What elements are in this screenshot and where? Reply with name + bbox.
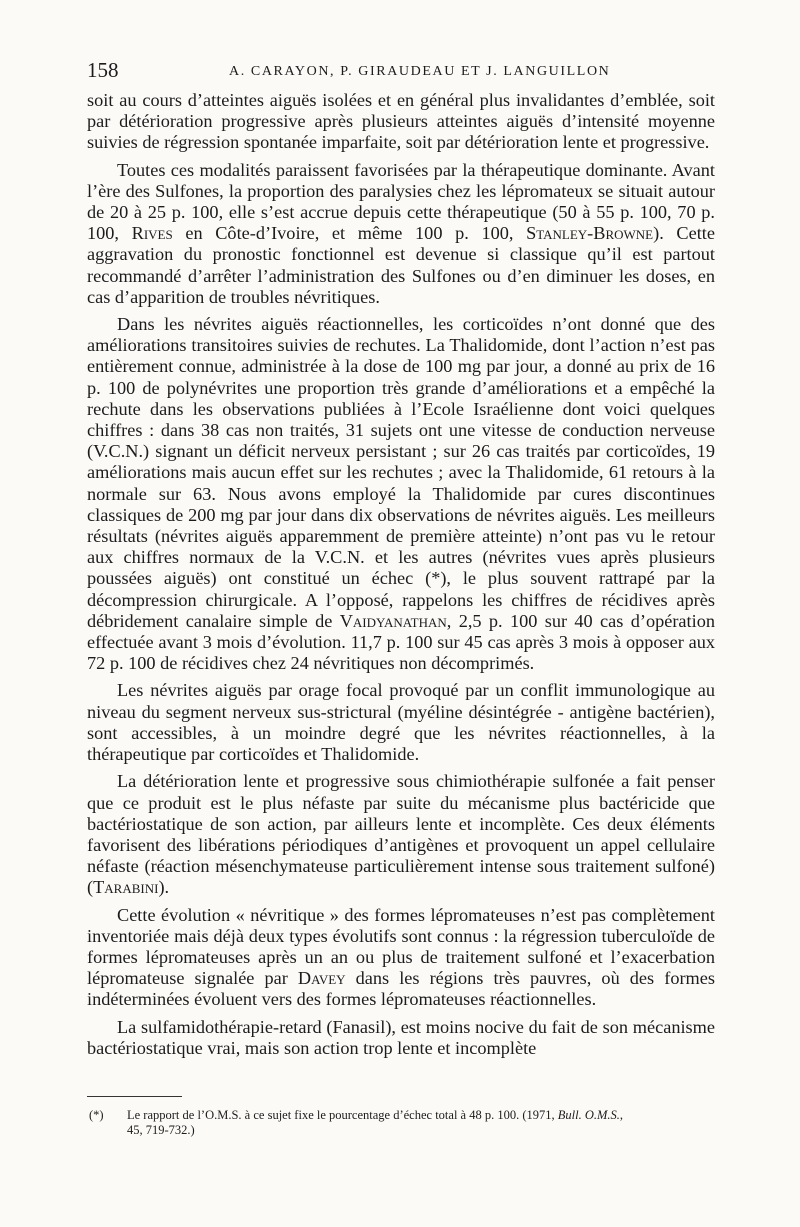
page-number: 158 — [87, 58, 119, 82]
page-header — [87, 52, 715, 82]
author-davey: Davey — [297, 968, 346, 989]
footnote-reference: 45, 719-732.) — [127, 1123, 195, 1137]
footnote: (*) Le rapport de l’O.M.S. à ce sujet fixe le pourcentage d’échec total à 48 p. 100. (1971, Bull. O.M.S., 45, 719-732.) — [87, 1108, 715, 1138]
body-text — [87, 90, 715, 1059]
paragraph-7: La sulfamidothérapie-retard (Fanasil), est moins nocive du fait de son mécanisme bactériostatique vrai, mais son action trop lente et incomplète — [87, 1016, 715, 1058]
paragraph-3: Dans les névrites aiguës réactionnelles, les corticoïdes n’ont donné que des améliorations transitoires suivies de rechutes. La Thalidomide, dont l’action n’est pas entièrement connue, administrée à la dose de 100 mg par jour, a donné au prix de 16 p. 100 de polynévrites une proportion très grande d’améliorations et a empêché la rechute dans les observations publiées à l’Ecole Israélienne dont voici quelques chiffres : dans 38 cas non traités, 31 sujets ont une vitesse de conduction nerveuse (V.C.N.) signant un déficit nerveux persistant ; sur 26 cas traités par corticoïdes, 19 améliorations mais aucun effet sur les rechutes ; avec la Thalidomide, 61 retours à la normale sur 63. Nous avons employé la Thalidomide par cures discontinues classiques de 200 mg par jour dans dix observations de névrites aiguës. Les meilleurs résultats (névrites aiguës apparemment de première atteinte) n’ont pas vu le retour aux chiffres normaux de la V.C.N. et les autres (névrites vues après plusieurs poussées aiguës) ont constitué un échec (*), le plus souvent rattrapé par la décompression chirurgicale. A l’opposé, rappelons les chiffres de récidives après débridement canalaire simple de Vaidyanathan, 2,5 p. 100 sur 40 cas d’opération effectuée avant 3 mois d’évolution. 11,7 p. 100 sur 45 cas après 3 mois à opposer aux 72 p. 100 de récidives chez 24 névritiques non décomprimés. — [87, 314, 715, 674]
paragraph-2: Toutes ces modalités paraissent favorisées par la thérapeutique dominante. Avant l’ère des Sulfones, la proportion des paralysies chez les lépromateux se situait autour de 20 à 25 p. 100, elle s’est accrue depuis cette thérapeutique (50 à 55 p. 100, 70 p. 100, Rives en Côte-d’Ivoire, et même 100 p. 100, Stanley-Browne). Cette aggravation du pronostic fonctionnel est devenue si classique qu’il est partout recommandé d’arrêter l’administration des Sulfones ou d’en diminuer les doses, en cas d’apparition de troubles névritiques. — [87, 159, 715, 307]
page — [87, 52, 715, 1137]
paragraph-6: Cette évolution « névritique » des formes lépromateuses n’est pas complètement inventoriée mais déjà deux types évolutifs sont connus : la régression tuberculoïde de formes lépromateuses après un an ou plus de traitement sulfoné et l’exacerbation lépromateuse signalée par Davey dans les régions très pauvres, où des formes indéterminées évoluent vers des formes lépromateuses réactionnelles. — [87, 904, 715, 1010]
author-rives: Rives — [131, 223, 173, 244]
footnote-rule — [87, 1096, 182, 1097]
author-tarabini: Tarabini — [93, 877, 159, 898]
author-stanley-browne: Stanley-Browne — [526, 223, 654, 244]
paragraph-4: Les névrites aiguës par orage focal provoqué par un conflit immunologique au niveau du segment nerveux sus-strictural (myéline désintégrée - antigène bactérien), sont accessibles, à un moindre degré que les névrites réactionnelles, à la thérapeutique par corticoïdes et Thalidomide. — [87, 680, 715, 765]
footnote-marker: (*) — [89, 1108, 104, 1122]
running-head: A. CARAYON, P. GIRAUDEAU ET J. LANGUILLON — [229, 64, 611, 79]
paragraph-1: soit au cours d’atteintes aiguës isolées et en général plus invalidantes d’emblée, soit par détérioration progressive après plusieurs atteintes aiguës d’intensité moyenne suivies de régression spontanée imparfaite, soit par détérioration lente et progressive. — [87, 90, 715, 153]
author-vaidyanathan: Vaidyanathan — [339, 610, 447, 631]
journal-title: Bull. O.M.S. — [557, 1108, 620, 1122]
paragraph-5: La détérioration lente et progressive sous chimiothérapie sulfonée a fait penser que ce produit est le plus néfaste par suite du mécanisme plus bactéricide que bactériostatique de son action, par ailleurs lente et incomplète. Ces deux éléments favorisent des libérations périodiques d’antigènes et provoquent un appel cellulaire néfaste (réaction mésenchymateuse particulièrement intense sous traitement sulfoné) (Tarabini). — [87, 771, 715, 898]
